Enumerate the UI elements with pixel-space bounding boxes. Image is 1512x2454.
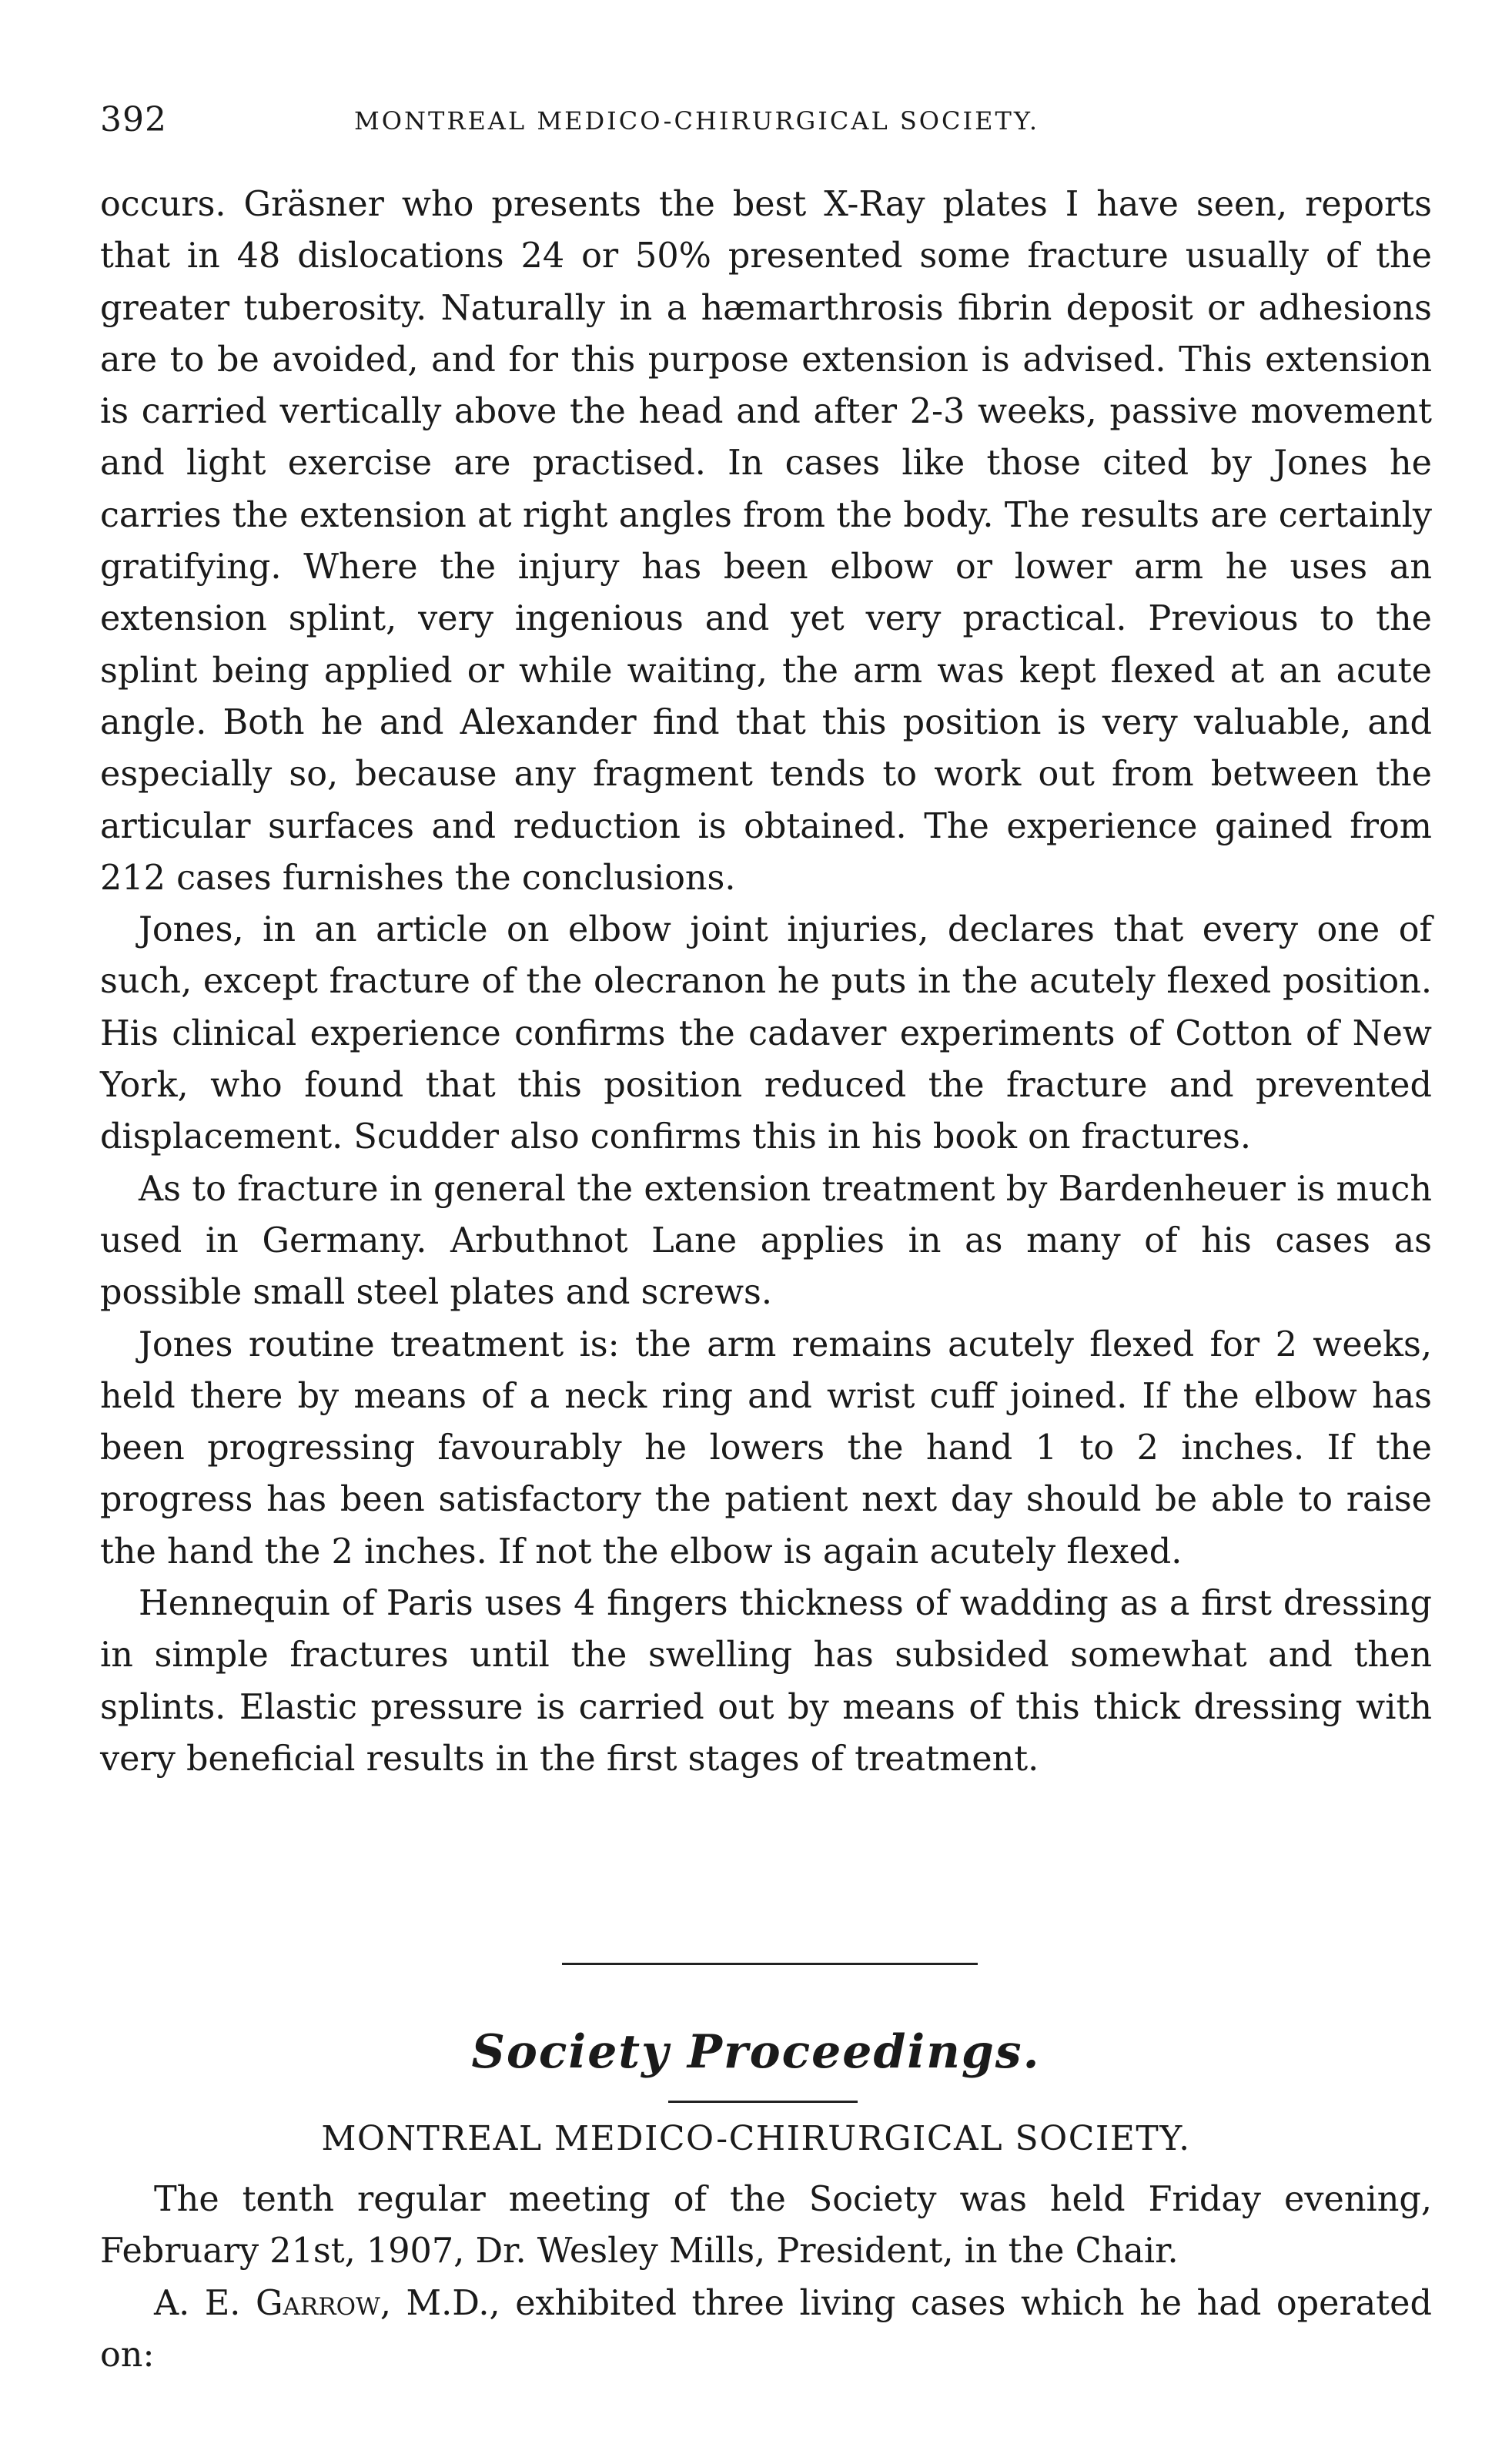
article-body [100, 179, 1432, 1785]
paragraph-2: Jones, in an article on elbow joint injuries, declares that every one of such, except fracture of the olecranon he puts in the acutely flexed position. His clinical experience confirms the cadaver experiments of Cotton of New York, who found that this position reduced the fracture and prevented displacement. Scudder also confirms this in his book on fractures. [100, 910, 1432, 1157]
case-text: exhibited three living cases which he had operated on: [100, 2283, 1432, 2375]
page-number: 392 [100, 100, 167, 139]
proceedings-body [100, 2174, 1432, 2381]
meeting-intro: The tenth regular meeting of the Society was held Friday evening, February 21st, 1907, Dr. Wesley Mills, President, in the Chair. [100, 2180, 1432, 2272]
section-divider-bottom [668, 2101, 858, 2103]
society-heading: MONTREAL MEDICO-CHIRURGICAL SOCIETY. [321, 2119, 1191, 2158]
paragraph-1: occurs. Gräsner who presents the best X-Ray plates I have seen, reports that in 48 dislocations 24 or 50% presented some fracture usually of the greater tuberosity. Naturally in a hæmarthrosis fibrin deposit or adhesions are to be avoided, and for this purpose extension is advised. This extension is carried vertically above the head and after 2-3 weeks, passive movement and light exercise are practised. In cases like those cited by Jones he carries the extension at right angles from the body. The results are certainly gratifying. Where the injury has been elbow or lower arm he uses an extension splint, very ingenious and yet very practical. Previous to the splint being applied or while waiting, the arm was kept flexed at an acute angle. Both he and Alexander find that this position is very valuable, and especially so, because any fragment tends to work out from between the articular surfaces and reduction is obtained. The experience gained from 212 cases furnishes the conclusions. [100, 185, 1432, 898]
section-divider-top [562, 1963, 978, 1965]
paragraph-5: Hennequin of Paris uses 4 fingers thickness of wadding as a first dressing in simple fractures until the swelling has subsided somewhat and then splints. Elastic pressure is carried out by means of this thick dressing with very beneficial results in the first stages of treatment. [100, 1584, 1432, 1779]
section-title: Society Proceedings. [471, 2025, 1041, 2079]
paragraph-4: Jones routine treatment is: the arm remains acutely flexed for 2 weeks, held there by means of a neck ring and wrist cuff joined. If the elbow has been progressing favourably he lowers the hand 1 to 2 inches. If the progress has been satisfactory the patient next day should be able to raise the hand the 2 inches. If not the elbow is again acutely flexed. [100, 1324, 1432, 1572]
case-paragraph [100, 2278, 1432, 2382]
page-header [100, 100, 1432, 154]
paragraph-3: As to fracture in general the extension treatment by Bardenheuer is much used in Germany. Arbuthnot Lane applies in as many of his cases as possible small steel plates and screws. [100, 1169, 1432, 1313]
running-head: MONTREAL MEDICO-CHIRURGICAL SOCIETY. [354, 106, 1040, 136]
case-author: A. E. Garrow, M.D., [154, 2283, 500, 2323]
